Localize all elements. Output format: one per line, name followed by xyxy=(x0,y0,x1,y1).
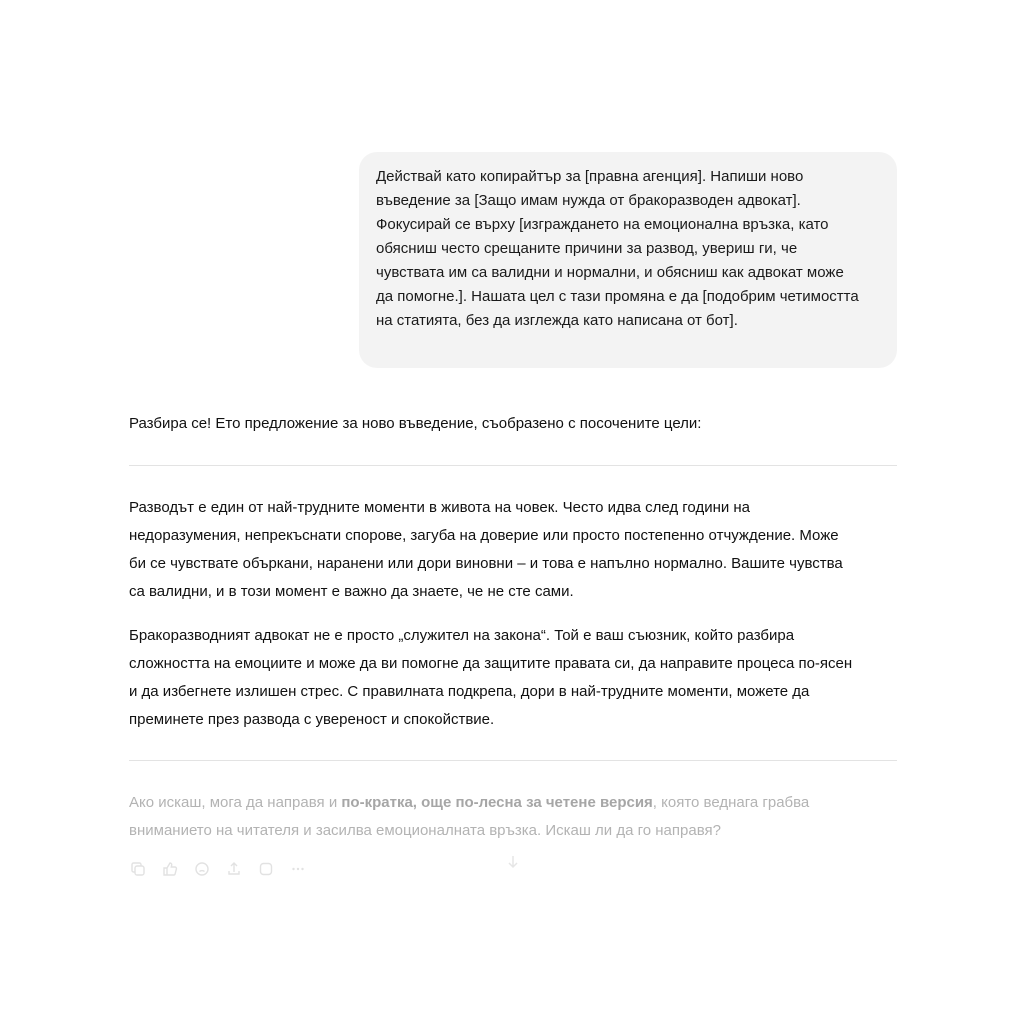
regenerate-icon[interactable] xyxy=(257,860,275,878)
user-message-line: на статията, без да изглежда като написана от бот]. xyxy=(376,312,738,329)
copy-icon[interactable] xyxy=(129,860,147,878)
user-message-bubble xyxy=(359,152,897,368)
assistant-paragraph-1 xyxy=(129,494,897,606)
assistant-intro: Разбира се! Ето предложение за ново въведение, съобразено с посочените цели: xyxy=(129,415,702,432)
paragraph-line: сложността на емоциите и може да ви помогне да защитите правата си, да направите процеса по-ясен xyxy=(129,655,853,672)
offer-text-end: , която веднага грабва xyxy=(652,794,810,811)
arrow-down-icon[interactable] xyxy=(503,852,523,872)
paragraph-line: са валидни, и в този момент е важно да знаете, че не сте сами. xyxy=(129,583,574,600)
assistant-offer xyxy=(129,789,897,845)
paragraph-line: преминете през развода с увереност и спокойствие. xyxy=(129,711,495,728)
more-icon[interactable] xyxy=(289,860,307,878)
user-message-line: Фокусирай се върху [изграждането на емоционална връзка, като xyxy=(376,216,829,233)
paragraph-line: и да избегнете излишен стрес. С правилната подкрепа, дори в най-трудните моменти, можете да xyxy=(129,683,810,700)
paragraph-line: Разводът е един от най-трудните моменти в живота на човек. Често идва след години на xyxy=(129,499,751,516)
user-message-line: чувствата им са валидни и нормални, и обясниш как адвокат може xyxy=(376,264,844,281)
paragraph-line: би се чувствате объркани, наранени или дори виновни – и това е напълно нормално. Вашите чувства xyxy=(129,555,843,572)
assistant-message xyxy=(129,410,897,879)
paragraph-line: Бракоразводният адвокат не е просто „служител на закона“. Той е ваш съюзник, който разбира xyxy=(129,627,795,644)
offer-line-1 xyxy=(129,789,897,817)
assistant-paragraph-2 xyxy=(129,622,897,734)
user-message-line: обясниш често срещаните причини за развод, увериш ги, че xyxy=(376,240,798,257)
offer-line-2: вниманието на читателя и засилва емоционалната връзка. Искаш ли да го направя? xyxy=(129,822,721,839)
thumbs-down-icon[interactable] xyxy=(193,860,211,878)
thumbs-up-icon[interactable] xyxy=(161,860,179,878)
share-icon[interactable] xyxy=(225,860,243,878)
divider xyxy=(129,760,897,761)
user-message-line: въведение за [Защо имам нужда от бракоразводен адвокат]. xyxy=(376,192,801,209)
divider xyxy=(129,465,897,466)
user-message-line: да помогне.]. Нашата цел с тази промяна е да [подобрим четимостта xyxy=(376,288,859,305)
offer-bold-text: по-кратка, още по-лесна за четене версия xyxy=(341,794,653,811)
paragraph-line: недоразумения, непрекъснати спорове, загуба на доверие или просто постепенно отчуждение. Може xyxy=(129,527,839,544)
user-message-line: Действай като копирайтър за [правна агенция]. Напиши ново xyxy=(376,168,804,185)
offer-text-start: Ако искаш, мога да направя и xyxy=(129,794,342,811)
